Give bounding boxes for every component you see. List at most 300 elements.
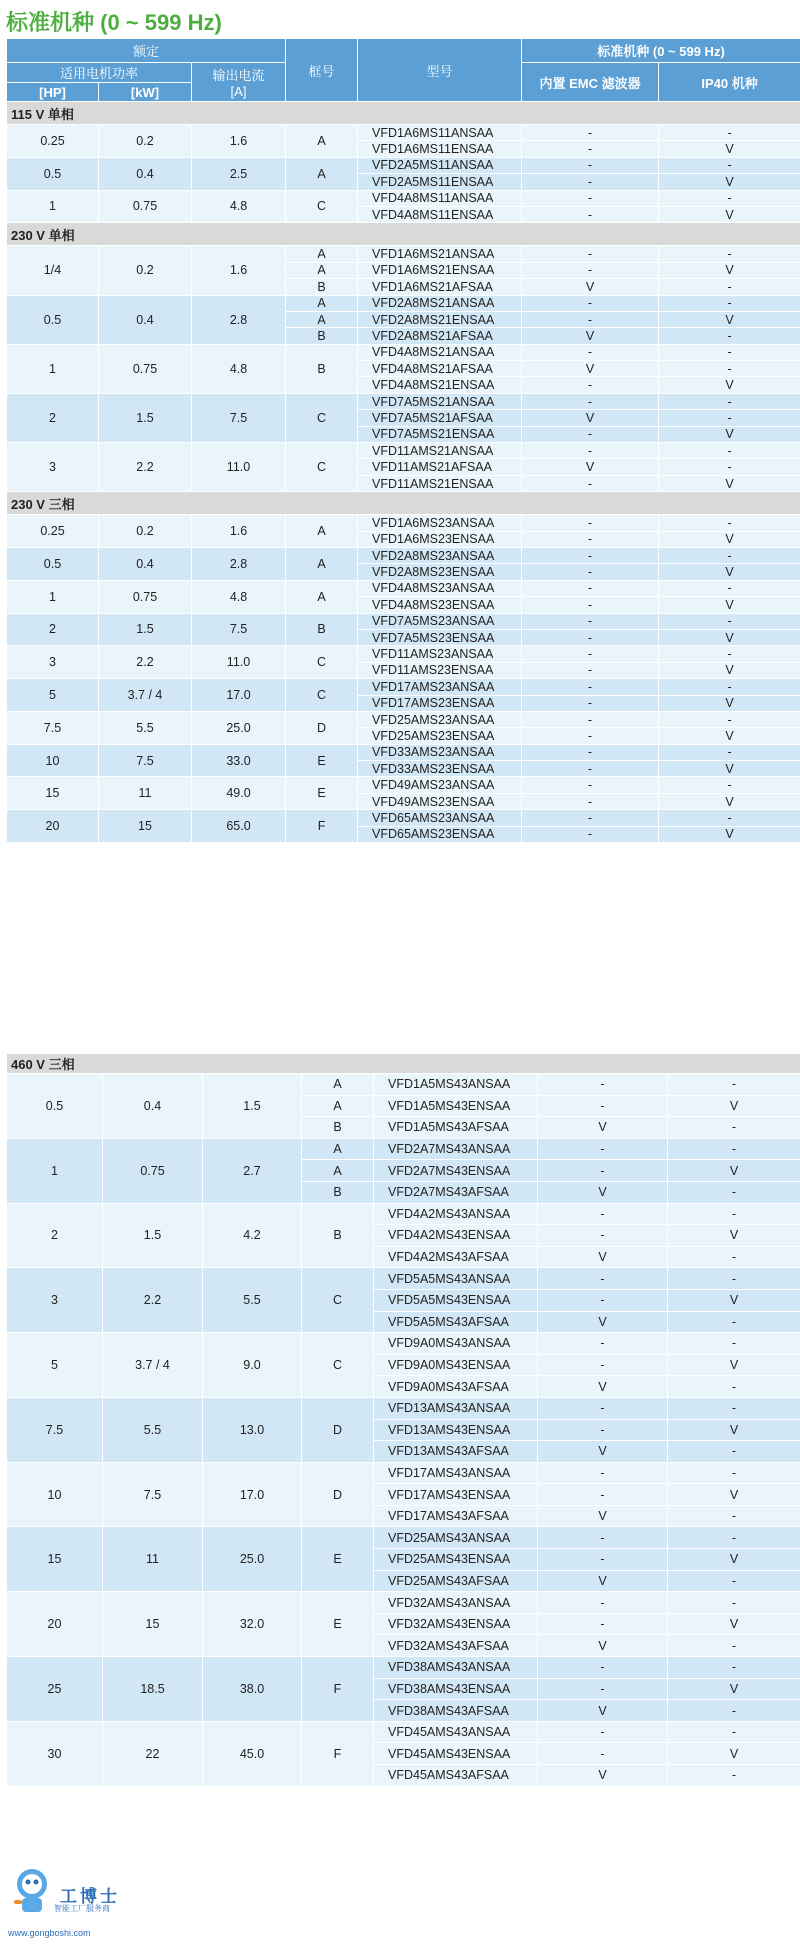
- emc-cell: -: [522, 426, 659, 442]
- model-cell: VFD17AMS23ENSAA: [358, 695, 522, 711]
- header-motor-power: 适用电机功率: [7, 63, 192, 83]
- ip40-cell: -: [668, 1765, 800, 1787]
- frame-cell: F: [286, 810, 358, 843]
- amp-cell: 1.6: [192, 246, 286, 295]
- emc-cell: -: [538, 1657, 668, 1679]
- section-label: 115 V 单相: [7, 102, 800, 125]
- model-cell: VFD1A5MS43AFSAA: [374, 1117, 538, 1139]
- emc-cell: -: [522, 125, 659, 141]
- spec-table-460: [6, 1053, 800, 1787]
- ip40-cell: -: [668, 1592, 800, 1614]
- amp-cell: 17.0: [192, 679, 286, 712]
- model-cell: VFD1A6MS23ENSAA: [358, 531, 522, 547]
- hp-cell: 0.5: [7, 1074, 103, 1139]
- kw-cell: 0.75: [99, 190, 192, 223]
- amp-cell: 7.5: [192, 393, 286, 442]
- emc-cell: V: [538, 1311, 668, 1333]
- hp-cell: 3: [7, 443, 99, 492]
- section-label: 460 V 三相: [7, 1054, 800, 1074]
- frame-cell: A: [302, 1138, 374, 1160]
- hp-cell: 7.5: [7, 711, 99, 744]
- ip40-cell: -: [659, 295, 800, 311]
- amp-cell: 17.0: [203, 1462, 302, 1527]
- ip40-cell: -: [659, 125, 800, 141]
- header-std-models: 标准机种 (0 ~ 599 Hz): [522, 39, 800, 63]
- amp-cell: 11.0: [192, 443, 286, 492]
- emc-cell: -: [522, 646, 659, 662]
- model-cell: VFD2A8MS23ANSAA: [358, 547, 522, 563]
- ip40-cell: -: [668, 1333, 800, 1355]
- section-header-row: [7, 1054, 800, 1074]
- ip40-cell: -: [659, 459, 800, 475]
- hp-cell: 7.5: [7, 1397, 103, 1462]
- model-cell: VFD1A5MS43ENSAA: [374, 1095, 538, 1117]
- frame-cell: A: [286, 515, 358, 548]
- ip40-cell: V: [659, 728, 800, 744]
- model-cell: VFD11AMS23ENSAA: [358, 662, 522, 678]
- model-cell: VFD13AMS43AFSAA: [374, 1441, 538, 1463]
- hp-cell: 1: [7, 1138, 103, 1203]
- hp-cell: 20: [7, 810, 99, 843]
- frame-cell: A: [286, 125, 358, 158]
- amp-cell: 1.5: [203, 1074, 302, 1139]
- amp-cell: 2.8: [192, 547, 286, 580]
- emc-cell: -: [538, 1397, 668, 1419]
- model-cell: VFD9A0MS43ENSAA: [374, 1354, 538, 1376]
- kw-cell: 1.5: [103, 1203, 203, 1268]
- header-rated: 额定: [7, 39, 286, 63]
- amp-cell: 4.2: [203, 1203, 302, 1268]
- frame-cell: D: [302, 1462, 374, 1527]
- model-cell: VFD1A6MS11ENSAA: [358, 141, 522, 157]
- ip40-cell: V: [659, 475, 800, 491]
- model-cell: VFD2A7MS43ENSAA: [374, 1160, 538, 1182]
- emc-cell: V: [538, 1635, 668, 1657]
- ip40-cell: V: [659, 629, 800, 645]
- spec-table-460v: [6, 1053, 800, 1787]
- emc-cell: -: [522, 311, 659, 327]
- frame-cell: E: [302, 1527, 374, 1592]
- model-cell: VFD4A2MS43ANSAA: [374, 1203, 538, 1225]
- emc-cell: -: [538, 1743, 668, 1765]
- table-row: [7, 515, 800, 531]
- amp-cell: 7.5: [192, 613, 286, 646]
- amp-cell: 2.5: [192, 157, 286, 190]
- kw-cell: 0.4: [99, 547, 192, 580]
- emc-cell: -: [522, 662, 659, 678]
- hp-cell: 0.5: [7, 157, 99, 190]
- ip40-cell: V: [668, 1160, 800, 1182]
- emc-cell: -: [522, 515, 659, 531]
- ip40-cell: -: [659, 515, 800, 531]
- ip40-cell: V: [659, 262, 800, 278]
- ip40-cell: V: [668, 1419, 800, 1441]
- header-frame: 框号: [286, 39, 358, 102]
- model-cell: VFD25AMS43ENSAA: [374, 1549, 538, 1571]
- ip40-cell: -: [659, 711, 800, 727]
- frame-cell: D: [302, 1397, 374, 1462]
- model-cell: VFD13AMS43ANSAA: [374, 1397, 538, 1419]
- ip40-cell: -: [668, 1268, 800, 1290]
- kw-cell: 1.5: [99, 613, 192, 646]
- model-cell: VFD2A7MS43AFSAA: [374, 1181, 538, 1203]
- model-cell: VFD2A5MS11ENSAA: [358, 174, 522, 190]
- emc-cell: -: [538, 1592, 668, 1614]
- amp-cell: 11.0: [192, 646, 286, 679]
- frame-cell: A: [286, 246, 358, 262]
- ip40-cell: V: [659, 761, 800, 777]
- emc-cell: -: [522, 580, 659, 596]
- model-cell: VFD1A6MS11ANSAA: [358, 125, 522, 141]
- hp-cell: 3: [7, 1268, 103, 1333]
- frame-cell: A: [302, 1160, 374, 1182]
- kw-cell: 0.4: [99, 157, 192, 190]
- emc-cell: -: [522, 679, 659, 695]
- table-row: [7, 1397, 800, 1419]
- table-row: [7, 157, 800, 173]
- table-row: [7, 646, 800, 662]
- model-cell: VFD11AMS23ANSAA: [358, 646, 522, 662]
- ip40-cell: -: [659, 190, 800, 206]
- amp-cell: 65.0: [192, 810, 286, 843]
- hp-cell: 10: [7, 744, 99, 777]
- kw-cell: 3.7 / 4: [103, 1333, 203, 1398]
- model-cell: VFD65AMS23ANSAA: [358, 810, 522, 826]
- model-cell: VFD65AMS23ENSAA: [358, 826, 522, 842]
- model-cell: VFD49AMS23ENSAA: [358, 793, 522, 809]
- emc-cell: V: [538, 1570, 668, 1592]
- emc-cell: -: [538, 1613, 668, 1635]
- ip40-cell: V: [668, 1743, 800, 1765]
- emc-cell: -: [522, 475, 659, 491]
- amp-cell: 13.0: [203, 1397, 302, 1462]
- ip40-cell: -: [668, 1441, 800, 1463]
- model-cell: VFD1A6MS21ANSAA: [358, 246, 522, 262]
- amp-cell: 2.7: [203, 1138, 302, 1203]
- emc-cell: -: [522, 157, 659, 173]
- model-cell: VFD38AMS43AFSAA: [374, 1700, 538, 1722]
- frame-cell: C: [286, 443, 358, 492]
- ip40-cell: V: [659, 597, 800, 613]
- model-cell: VFD7A5MS21ENSAA: [358, 426, 522, 442]
- ip40-cell: -: [668, 1376, 800, 1398]
- emc-cell: -: [522, 393, 659, 409]
- hp-cell: 10: [7, 1462, 103, 1527]
- kw-cell: 0.2: [99, 125, 192, 158]
- hp-cell: 25: [7, 1657, 103, 1722]
- table-row: [7, 1203, 800, 1225]
- kw-cell: 15: [99, 810, 192, 843]
- kw-cell: 5.5: [99, 711, 192, 744]
- model-cell: VFD38AMS43ANSAA: [374, 1657, 538, 1679]
- hp-cell: 1: [7, 344, 99, 393]
- ip40-cell: -: [659, 613, 800, 629]
- model-cell: VFD33AMS23ENSAA: [358, 761, 522, 777]
- emc-cell: V: [522, 459, 659, 475]
- emc-cell: -: [538, 1527, 668, 1549]
- amp-cell: 4.8: [192, 580, 286, 613]
- table-row: [7, 190, 800, 206]
- frame-cell: A: [286, 295, 358, 311]
- frame-cell: B: [302, 1181, 374, 1203]
- amp-cell: 49.0: [192, 777, 286, 810]
- page-title: 标准机种 (0 ~ 599 Hz): [6, 10, 222, 35]
- emc-cell: -: [522, 443, 659, 459]
- ip40-cell: -: [668, 1203, 800, 1225]
- model-cell: VFD7A5MS23ENSAA: [358, 629, 522, 645]
- table-row: [7, 1592, 800, 1614]
- hp-cell: 3: [7, 646, 99, 679]
- section-header-row: [7, 223, 800, 246]
- ip40-cell: -: [668, 1117, 800, 1139]
- spec-table: [6, 38, 800, 843]
- ip40-cell: -: [659, 157, 800, 173]
- frame-cell: B: [286, 613, 358, 646]
- table-row: [7, 744, 800, 760]
- hp-cell: 5: [7, 679, 99, 712]
- emc-cell: -: [522, 629, 659, 645]
- table-row: [7, 547, 800, 563]
- table-row: [7, 344, 800, 360]
- emc-cell: V: [522, 410, 659, 426]
- ip40-cell: V: [668, 1613, 800, 1635]
- table-row: [7, 810, 800, 826]
- frame-cell: E: [302, 1592, 374, 1657]
- frame-cell: C: [286, 646, 358, 679]
- amp-cell: 1.6: [192, 515, 286, 548]
- table-row: [7, 1721, 800, 1743]
- model-cell: VFD33AMS23ANSAA: [358, 744, 522, 760]
- kw-cell: 2.2: [103, 1268, 203, 1333]
- ip40-cell: -: [668, 1138, 800, 1160]
- kw-cell: 7.5: [103, 1462, 203, 1527]
- frame-cell: B: [286, 328, 358, 344]
- ip40-cell: -: [668, 1311, 800, 1333]
- frame-cell: C: [286, 393, 358, 442]
- hp-cell: 15: [7, 777, 99, 810]
- amp-cell: 38.0: [203, 1657, 302, 1722]
- kw-cell: 18.5: [103, 1657, 203, 1722]
- model-cell: VFD45AMS43ENSAA: [374, 1743, 538, 1765]
- emc-cell: -: [522, 564, 659, 580]
- ip40-cell: -: [668, 1657, 800, 1679]
- model-cell: VFD4A8MS11ANSAA: [358, 190, 522, 206]
- ip40-cell: -: [659, 810, 800, 826]
- hp-cell: 5: [7, 1333, 103, 1398]
- amp-cell: 4.8: [192, 190, 286, 223]
- ip40-cell: -: [668, 1462, 800, 1484]
- emc-cell: V: [538, 1765, 668, 1787]
- model-cell: VFD4A2MS43ENSAA: [374, 1225, 538, 1247]
- frame-cell: A: [302, 1074, 374, 1096]
- model-cell: VFD45AMS43AFSAA: [374, 1765, 538, 1787]
- frame-cell: F: [302, 1721, 374, 1786]
- hp-cell: 30: [7, 1721, 103, 1786]
- table-row: [7, 1333, 800, 1355]
- hp-cell: 2: [7, 393, 99, 442]
- model-cell: VFD32AMS43ANSAA: [374, 1592, 538, 1614]
- model-cell: VFD4A8MS23ENSAA: [358, 597, 522, 613]
- emc-cell: -: [538, 1721, 668, 1743]
- ip40-cell: V: [659, 311, 800, 327]
- kw-cell: 0.75: [99, 580, 192, 613]
- kw-cell: 2.2: [99, 443, 192, 492]
- ip40-cell: -: [659, 580, 800, 596]
- emc-cell: -: [522, 295, 659, 311]
- emc-cell: -: [538, 1354, 668, 1376]
- ip40-cell: -: [668, 1721, 800, 1743]
- ip40-cell: -: [659, 328, 800, 344]
- frame-cell: C: [302, 1333, 374, 1398]
- ip40-cell: -: [659, 744, 800, 760]
- emc-cell: -: [538, 1484, 668, 1506]
- hp-cell: 0.25: [7, 515, 99, 548]
- hp-cell: 2: [7, 1203, 103, 1268]
- frame-cell: A: [286, 547, 358, 580]
- emc-cell: -: [522, 597, 659, 613]
- kw-cell: 11: [99, 777, 192, 810]
- ip40-cell: -: [659, 246, 800, 262]
- ip40-cell: V: [668, 1354, 800, 1376]
- watermark-name: 工博士: [60, 1887, 120, 1906]
- table-row: [7, 1138, 800, 1160]
- model-cell: VFD9A0MS43ANSAA: [374, 1333, 538, 1355]
- emc-cell: -: [538, 1678, 668, 1700]
- model-cell: VFD5A5MS43ANSAA: [374, 1268, 538, 1290]
- model-cell: VFD11AMS21AFSAA: [358, 459, 522, 475]
- kw-cell: 0.2: [99, 515, 192, 548]
- hp-cell: 0.5: [7, 547, 99, 580]
- table-row: [7, 711, 800, 727]
- model-cell: VFD17AMS43AFSAA: [374, 1505, 538, 1527]
- model-cell: VFD5A5MS43ENSAA: [374, 1289, 538, 1311]
- ip40-cell: V: [659, 141, 800, 157]
- model-cell: VFD17AMS43ENSAA: [374, 1484, 538, 1506]
- ip40-cell: V: [659, 377, 800, 393]
- kw-cell: 22: [103, 1721, 203, 1786]
- emc-cell: -: [538, 1333, 668, 1355]
- frame-cell: D: [286, 711, 358, 744]
- emc-cell: V: [538, 1441, 668, 1463]
- frame-cell: C: [286, 190, 358, 223]
- model-cell: VFD45AMS43ANSAA: [374, 1721, 538, 1743]
- model-cell: VFD4A2MS43AFSAA: [374, 1246, 538, 1268]
- hp-cell: 15: [7, 1527, 103, 1592]
- kw-cell: 3.7 / 4: [99, 679, 192, 712]
- emc-cell: -: [538, 1225, 668, 1247]
- model-cell: VFD9A0MS43AFSAA: [374, 1376, 538, 1398]
- table-row: [7, 1462, 800, 1484]
- ip40-cell: V: [668, 1289, 800, 1311]
- frame-cell: B: [286, 279, 358, 295]
- model-cell: VFD38AMS43ENSAA: [374, 1678, 538, 1700]
- amp-cell: 25.0: [192, 711, 286, 744]
- model-cell: VFD7A5MS21AFSAA: [358, 410, 522, 426]
- emc-cell: -: [522, 695, 659, 711]
- emc-cell: -: [522, 262, 659, 278]
- emc-cell: -: [522, 728, 659, 744]
- emc-cell: V: [538, 1376, 668, 1398]
- model-cell: VFD5A5MS43AFSAA: [374, 1311, 538, 1333]
- emc-cell: -: [522, 826, 659, 842]
- emc-cell: -: [522, 793, 659, 809]
- model-cell: VFD32AMS43AFSAA: [374, 1635, 538, 1657]
- table-row: [7, 246, 800, 262]
- table-row: [7, 1657, 800, 1679]
- hp-cell: 2: [7, 613, 99, 646]
- ip40-cell: V: [659, 826, 800, 842]
- emc-cell: V: [538, 1505, 668, 1527]
- header-kw: [kW]: [99, 83, 192, 102]
- table-row: [7, 580, 800, 596]
- ip40-cell: -: [668, 1570, 800, 1592]
- emc-cell: -: [538, 1160, 668, 1182]
- frame-cell: B: [286, 344, 358, 393]
- frame-cell: A: [286, 157, 358, 190]
- emc-cell: -: [522, 190, 659, 206]
- emc-cell: -: [538, 1462, 668, 1484]
- frame-cell: B: [302, 1117, 374, 1139]
- table-row: [7, 125, 800, 141]
- emc-cell: V: [538, 1700, 668, 1722]
- model-cell: VFD25AMS43ANSAA: [374, 1527, 538, 1549]
- kw-cell: 15: [103, 1592, 203, 1657]
- emc-cell: -: [522, 141, 659, 157]
- emc-cell: -: [538, 1419, 668, 1441]
- header-ip40: IP40 机种: [659, 63, 800, 102]
- emc-cell: V: [522, 279, 659, 295]
- ip40-cell: -: [659, 777, 800, 793]
- frame-cell: A: [286, 580, 358, 613]
- emc-cell: -: [522, 711, 659, 727]
- emc-cell: -: [522, 810, 659, 826]
- emc-cell: -: [522, 246, 659, 262]
- ip40-cell: -: [668, 1246, 800, 1268]
- model-cell: VFD4A8MS11ENSAA: [358, 206, 522, 222]
- ip40-cell: V: [659, 426, 800, 442]
- frame-cell: B: [302, 1203, 374, 1268]
- watermark-url: www.gongboshi.com: [8, 1928, 91, 1938]
- ip40-cell: -: [659, 393, 800, 409]
- amp-cell: 32.0: [203, 1592, 302, 1657]
- model-cell: VFD1A6MS21AFSAA: [358, 279, 522, 295]
- model-cell: VFD4A8MS21ANSAA: [358, 344, 522, 360]
- frame-cell: C: [302, 1268, 374, 1333]
- ip40-cell: -: [668, 1074, 800, 1096]
- model-cell: VFD7A5MS23ANSAA: [358, 613, 522, 629]
- amp-cell: 45.0: [203, 1721, 302, 1786]
- ip40-cell: -: [668, 1700, 800, 1722]
- emc-cell: -: [522, 531, 659, 547]
- ip40-cell: V: [659, 662, 800, 678]
- hp-cell: 0.5: [7, 295, 99, 344]
- emc-cell: -: [522, 344, 659, 360]
- model-cell: VFD25AMS23ENSAA: [358, 728, 522, 744]
- emc-cell: -: [538, 1138, 668, 1160]
- model-cell: VFD2A8MS21ANSAA: [358, 295, 522, 311]
- table-row: [7, 613, 800, 629]
- header-model: 型号: [358, 39, 522, 102]
- ip40-cell: V: [659, 531, 800, 547]
- ip40-cell: V: [659, 793, 800, 809]
- ip40-cell: -: [659, 547, 800, 563]
- emc-cell: V: [538, 1117, 668, 1139]
- amp-cell: 9.0: [203, 1333, 302, 1398]
- kw-cell: 11: [103, 1527, 203, 1592]
- ip40-cell: V: [659, 206, 800, 222]
- ip40-cell: V: [668, 1095, 800, 1117]
- table-row: [7, 1527, 800, 1549]
